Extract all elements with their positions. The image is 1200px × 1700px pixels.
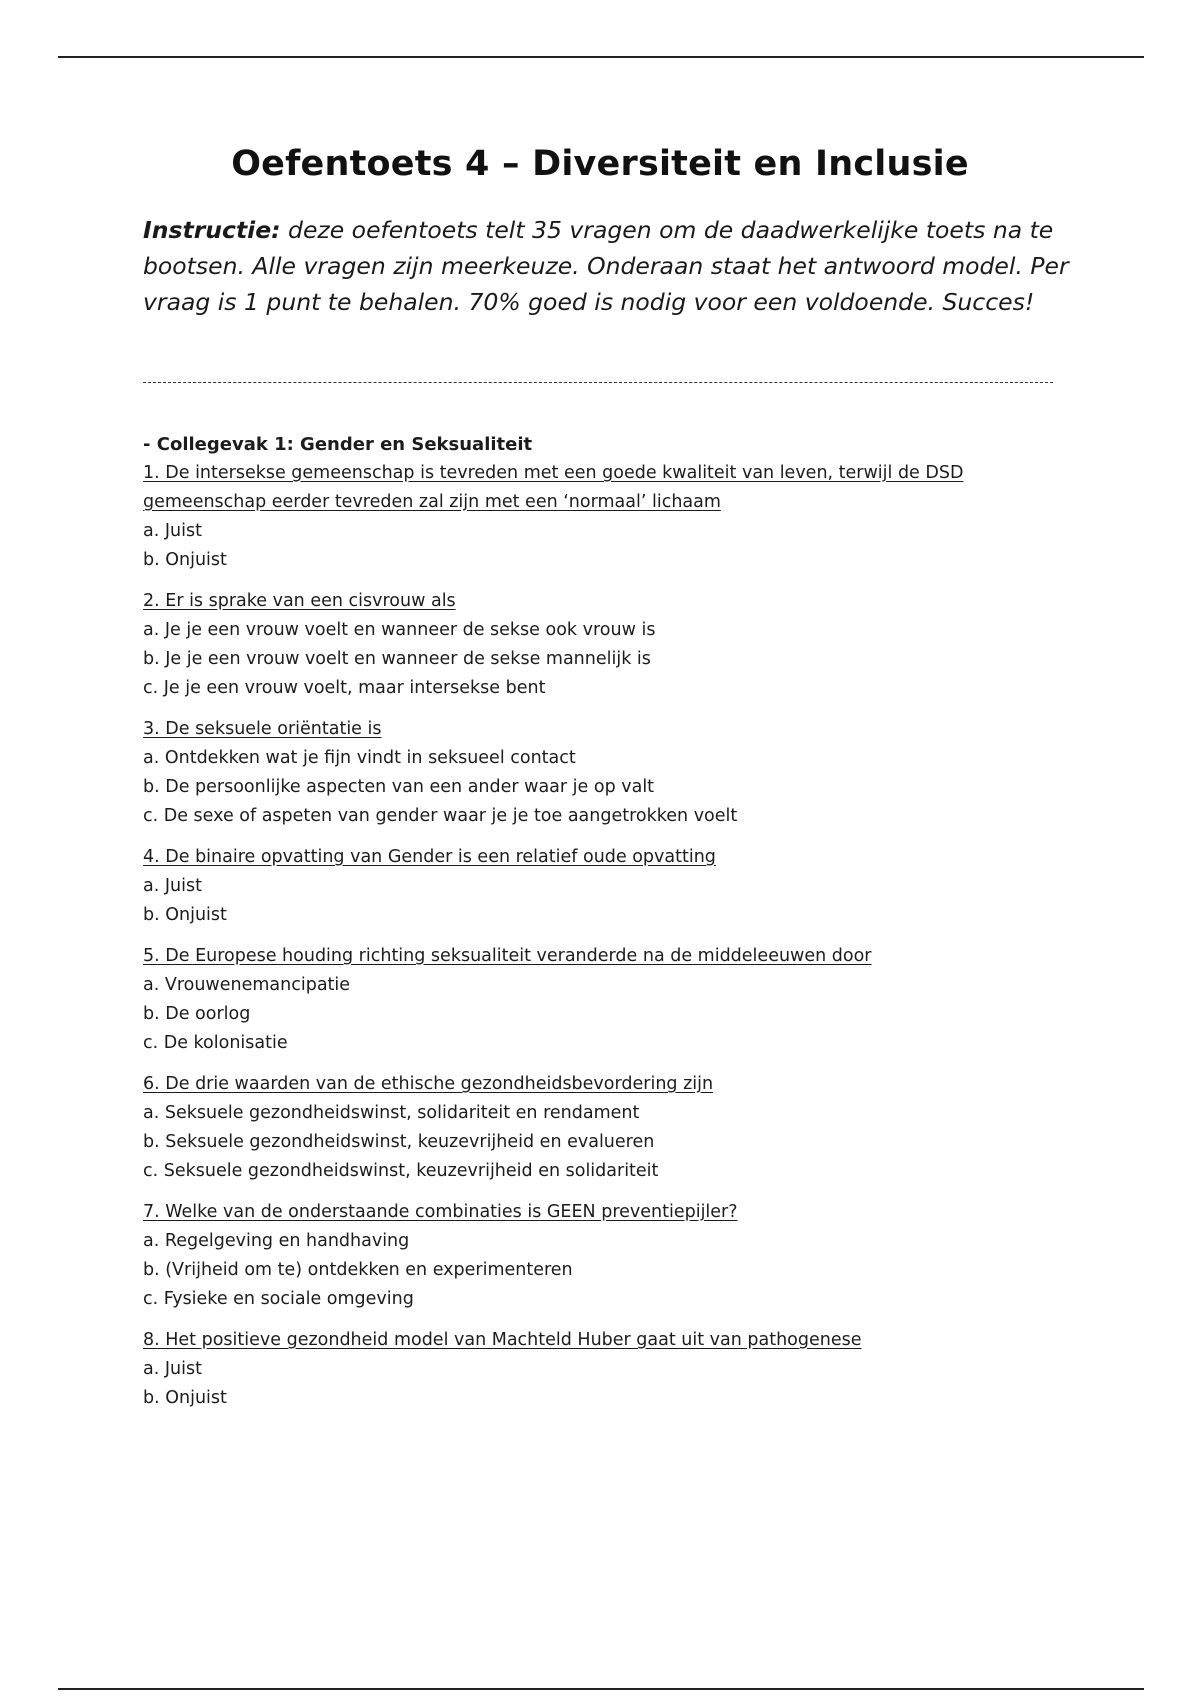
dashed-separator [143,382,1053,383]
answer-option: a. Juist [143,876,202,896]
question-text: 2. Er is sprake van een cisvrouw als [143,591,456,611]
answer-option: c. De kolonisatie [143,1033,288,1053]
question-8 [143,1326,1063,1413]
page-title: Oefentoets 4 – Diversiteit en Inclusie [231,144,969,184]
question-5 [143,942,1063,1058]
question-text: 3. De seksuele oriëntatie is [143,719,382,739]
question-3 [143,715,1063,831]
answer-option: b. De persoonlijke aspecten van een ander waar je op valt [143,777,655,797]
question-text: 6. De drie waarden van de ethische gezondheidsbevordering zijn [143,1074,714,1094]
question-1 [143,459,1063,575]
instruction-label: Instructie: [143,216,281,244]
instruction-text: deze oefentoets telt 35 vragen om de daadwerkelijke toets na te bootsen. Alle vragen zijn meerkeuze. Onderaan staat het antwoord model. Per vraag is 1 punt te behalen. 70% goed is nodig voor een voldoende. Succes! [143,216,1069,316]
question-list [143,430,1063,1425]
answer-option: a. Juist [143,521,202,541]
answer-option: b. De oorlog [143,1004,251,1024]
answer-option: a. Juist [143,1359,202,1379]
question-text: 1. De intersekse gemeenschap is tevreden met een goede kwaliteit van leven, terwijl de DSD gemeenschap eerder tevreden zal zijn met een ‘normaal’ lichaam [143,463,964,512]
answer-option: b. Onjuist [143,550,227,570]
question-2 [143,587,1063,703]
bottom-rule [58,1688,1144,1690]
answer-option: b. Je je een vrouw voelt en wanneer de sekse mannelijk is [143,649,651,669]
answer-option: a. Seksuele gezondheidswinst, solidariteit en rendament [143,1103,640,1123]
answer-option: b. Onjuist [143,905,227,925]
answer-option: a. Ontdekken wat je fijn vindt in seksueel contact [143,748,576,768]
answer-option: c. Fysieke en sociale omgeving [143,1289,414,1309]
instruction-paragraph [143,212,1073,320]
answer-option: b. Onjuist [143,1388,227,1408]
question-7 [143,1198,1063,1314]
question-text: 5. De Europese houding richting seksualiteit veranderde na de middeleeuwen door [143,946,872,966]
question-text: 7. Welke van de onderstaande combinaties is GEEN preventiepijler? [143,1202,738,1222]
answer-option: a. Regelgeving en handhaving [143,1231,410,1251]
question-4 [143,843,1063,930]
question-text: 4. De binaire opvatting van Gender is een relatief oude opvatting [143,847,716,867]
question-text: 8. Het positieve gezondheid model van Machteld Huber gaat uit van pathogenese [143,1330,862,1350]
answer-option: c. Seksuele gezondheidswinst, keuzevrijheid en solidariteit [143,1161,659,1181]
question-6 [143,1070,1063,1186]
answer-option: b. (Vrijheid om te) ontdekken en experimenteren [143,1260,573,1280]
answer-option: a. Vrouwenemancipatie [143,975,351,995]
answer-option: b. Seksuele gezondheidswinst, keuzevrijheid en evalueren [143,1132,655,1152]
questions-container [143,459,1063,1413]
top-rule [58,56,1144,58]
answer-option: c. Je je een vrouw voelt, maar intersekse bent [143,678,546,698]
answer-option: c. De sexe of aspeten van gender waar je je toe aangetrokken voelt [143,806,738,826]
answer-option: a. Je je een vrouw voelt en wanneer de sekse ook vrouw is [143,620,656,640]
section-heading: - Collegevak 1: Gender en Seksualiteit [143,434,533,455]
